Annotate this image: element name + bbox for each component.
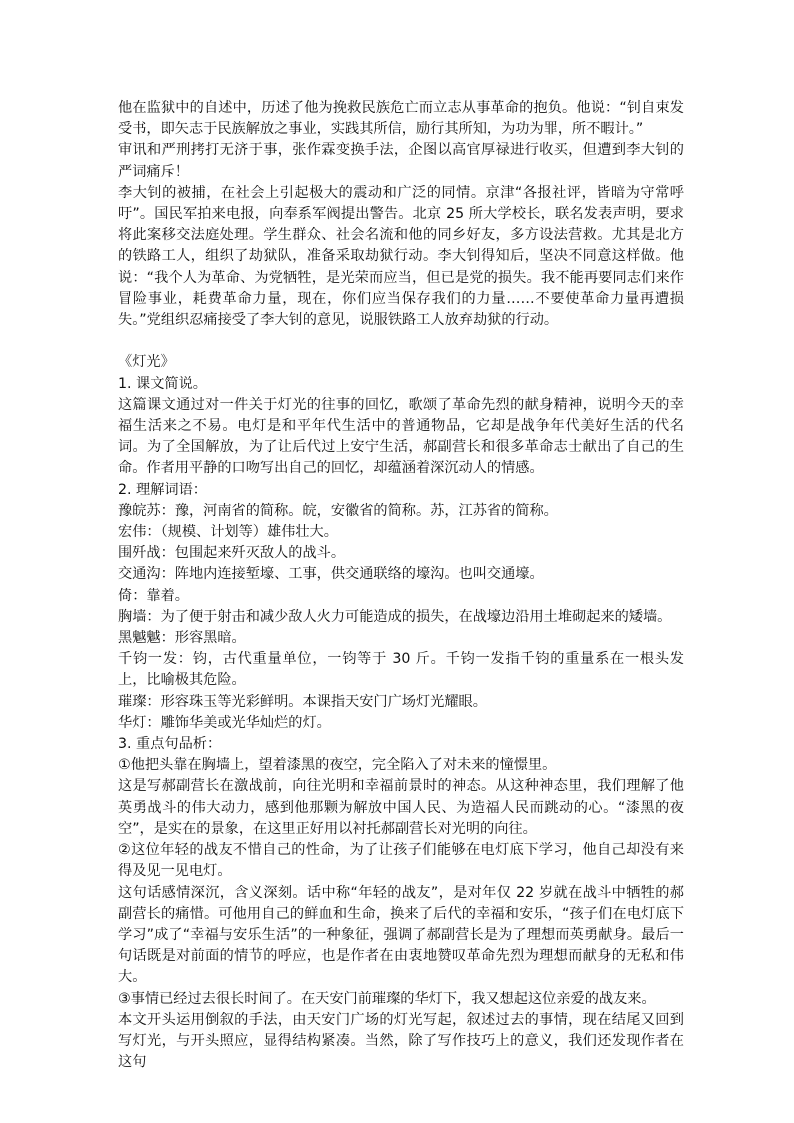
paragraph-prison-statement: 他在监狱中的自述中，历述了他为挽救民族危亡而立志从事革命的抱负。他说：“钊自束发受书，即矢志于民族解放之事业，实践其所信，励行其所知，为功为罪，所不暇计。” (118, 100, 684, 138)
heading-vocabulary: 2. 理解词语： (118, 481, 207, 498)
section-title-dengguang: 《灯光》 (118, 354, 175, 371)
vocab-item: 交通沟：阵地内连接堑壕、工事，供交通联络的壕沟。也叫交通壕。 (118, 566, 544, 583)
paragraph-arrest-reaction: 李大钊的被捕，在社会上引起极大的震动和广泛的同情。京津“各报社评，皆暗为守常呼吁”。国民军拍来电报，向奉系军阀提出警告。北京 25 所大学校长，联名发表声明，要求将此案移交法庭处理。学生群众、社会名流和他的同乡好友，多方设法营救。尤其是北方的铁路工人，组织了劫狱队，准备采取劫狱行动。李大钊得知后，坚决不同意这样做。他说：“我个人为革命、为党牺牲，是光荣而应当，但已是党的损失。我不能再要同志们来作冒险事业，耗费革命力量，现在，你们应当保存我们的力量……不要使革命力量再遭损失。”党组织忍痛接受了李大钊的意见，说服铁路工人放弃劫狱的行动。 (118, 184, 684, 329)
analysis-1: 这是写郝副营长在激战前，向往光明和幸福前景时的神态。从这种神态里，我们理解了他英勇战斗的伟大动力，感到他那颗为解放中国人民、为造福人民而跳动的心。“漆黑的夜空”，是实在的景象，在这里正好用以衬托郝副营长对光明的向往。 (118, 778, 684, 837)
vocab-item: 千钧一发：钧，古代重量单位，一钧等于 30 斤。千钧一发指千钧的重量系在一根头发上，比喻极其危险。 (118, 651, 684, 689)
vocab-item: 倚：靠着。 (118, 587, 189, 604)
vocab-item: 璀璨：形容珠玉等光彩鲜明。本课指天安门广场灯光耀眼。 (118, 693, 487, 710)
vocab-item: 华灯：雕饰华美或光华灿烂的灯。 (118, 714, 331, 731)
heading-key-sentences: 3. 重点句品析： (118, 736, 222, 753)
vocab-item: 豫皖苏：豫，河南省的简称。皖，安徽省的简称。苏，江苏省的简称。 (118, 502, 558, 519)
analysis-3: 本文开头运用倒叙的手法，由天安门广场的灯光写起，叙述过去的事情，现在结尾又回到写灯光，与开头照应，显得结构紧凑。当然，除了写作技巧上的意义，我们还发现作者在这句 (118, 1011, 684, 1071)
key-sentence-2: ②这位年轻的战友不惜自己的性命，为了让孩子们能够在电灯底下学习，他自己却没有来得及见一见电灯。 (118, 842, 684, 880)
vocab-item: 围歼战：包围起来歼灭敌人的战斗。 (118, 545, 346, 562)
key-sentence-3: ③事情已经过去很长时间了。在天安门前璀璨的华灯下，我又想起这位亲爱的战友来。 (118, 990, 656, 1007)
blank-line (118, 331, 684, 352)
heading-lesson-intro: 1. 课文简说。 (118, 375, 207, 392)
vocab-item: 黑魆魆：形容黑暗。 (118, 630, 246, 647)
vocab-item: 宏伟：（规模、计划等）雄伟壮大。 (118, 524, 338, 541)
vocab-item: 胸墙：为了便于射击和减少敌人火力可能造成的损失，在战壕边沿用土堆砌起来的矮墙。 (118, 608, 672, 625)
key-sentence-1: ①他把头靠在胸墙上，望着漆黑的夜空，完全陷入了对未来的憧憬里。 (118, 757, 557, 774)
document-page (118, 98, 684, 1073)
analysis-2: 这句话感情深沉，含义深刻。话中称“年轻的战友”，是对年仅 22 岁就在战斗中牺牲的郝副营长的痛惜。可他用自己的鲜血和生命，换来了后代的幸福和安乐，“孩子们在电灯底下学习”成了“幸福与安乐生活”的一种象征，强调了郝副营长是为了理想而英勇献身。最后一句话既是对前面的情节的呼应，也是作者在由衷地赞叹革命先烈为理想而献身的无私和伟大。 (118, 884, 684, 986)
paragraph-interrogation: 审讯和严刑拷打无济于事，张作霖变换手法，企图以高官厚禄进行收买，但遭到李大钊的严词痛斥！ (118, 142, 684, 180)
paragraph-lesson-intro: 这篇课文通过对一件关于灯光的往事的回忆，歌颂了革命先烈的献身精神，说明今天的幸福生活来之不易。电灯是和平年代生活中的普通物品，它却是战争年代美好生活的代名词。为了全国解放，为了让后代过上安宁生活，郝副营长和很多革命志士献出了自己的生命。作者用平静的口吻写出自己的回忆，却蕴涵着深沉动人的情感。 (118, 396, 684, 477)
